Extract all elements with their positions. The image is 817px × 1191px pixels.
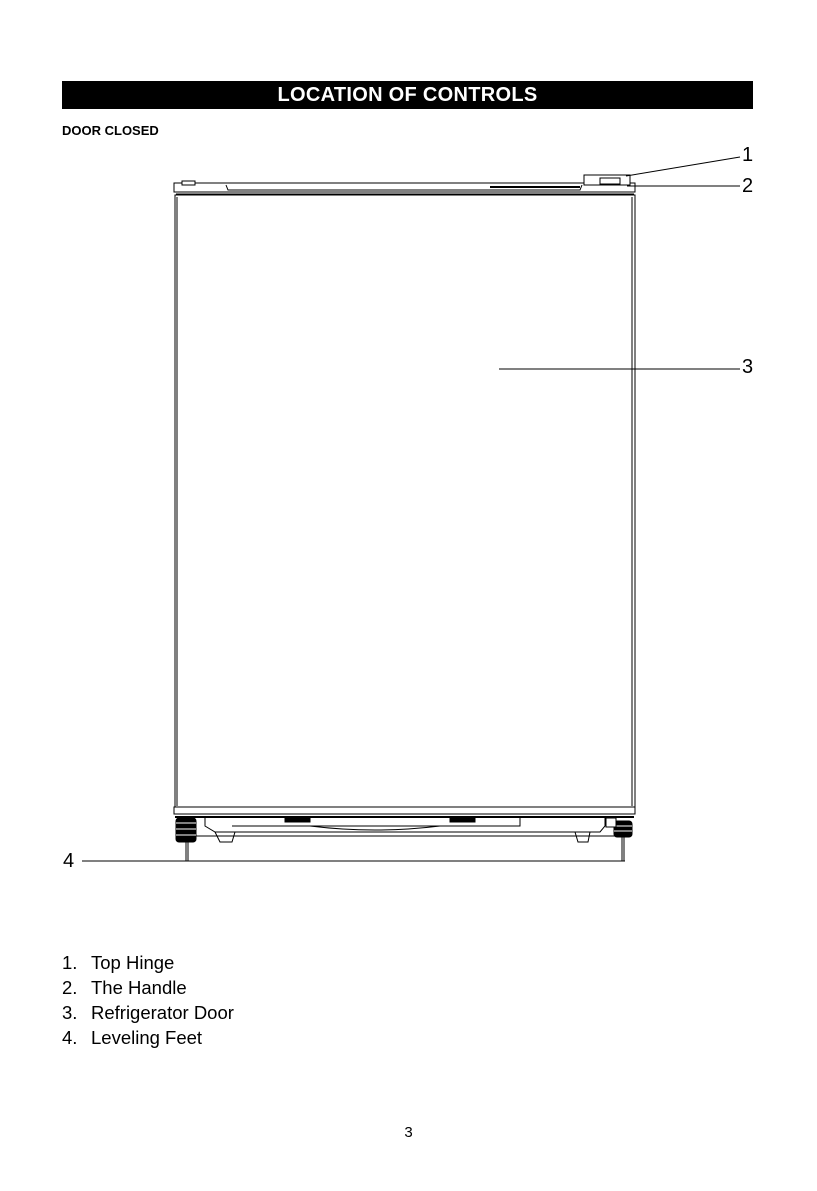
legend-item: [62, 1025, 234, 1050]
legend-label: Refrigerator Door: [91, 1002, 234, 1023]
callout-4: 4: [63, 850, 75, 872]
base-shape: [174, 807, 635, 861]
parts-legend: [62, 950, 234, 1050]
legend-item: [62, 975, 234, 1000]
top-cap: [174, 181, 635, 195]
legend-item: [62, 950, 234, 975]
callout-2: 2: [742, 175, 754, 197]
legend-number: 1.: [62, 952, 78, 973]
callout-3: 3: [742, 356, 754, 378]
legend-label: The Handle: [91, 977, 187, 998]
legend-number: 3.: [62, 1002, 78, 1023]
legend-label: Leveling Feet: [91, 1027, 203, 1048]
door-body-shape: [175, 195, 635, 808]
callout-1: 1: [742, 144, 754, 166]
page-number: 3: [404, 1124, 413, 1141]
view-subtitle: DOOR CLOSED: [62, 123, 159, 138]
top-hinge-shape: [584, 175, 630, 185]
legend-number: 2.: [62, 977, 78, 998]
legend-label: Top Hinge: [91, 952, 175, 973]
section-title: LOCATION OF CONTROLS: [62, 81, 753, 109]
legend-number: 4.: [62, 1027, 78, 1048]
legend-item: [62, 1000, 234, 1025]
leveling-feet-shape: [176, 818, 632, 842]
